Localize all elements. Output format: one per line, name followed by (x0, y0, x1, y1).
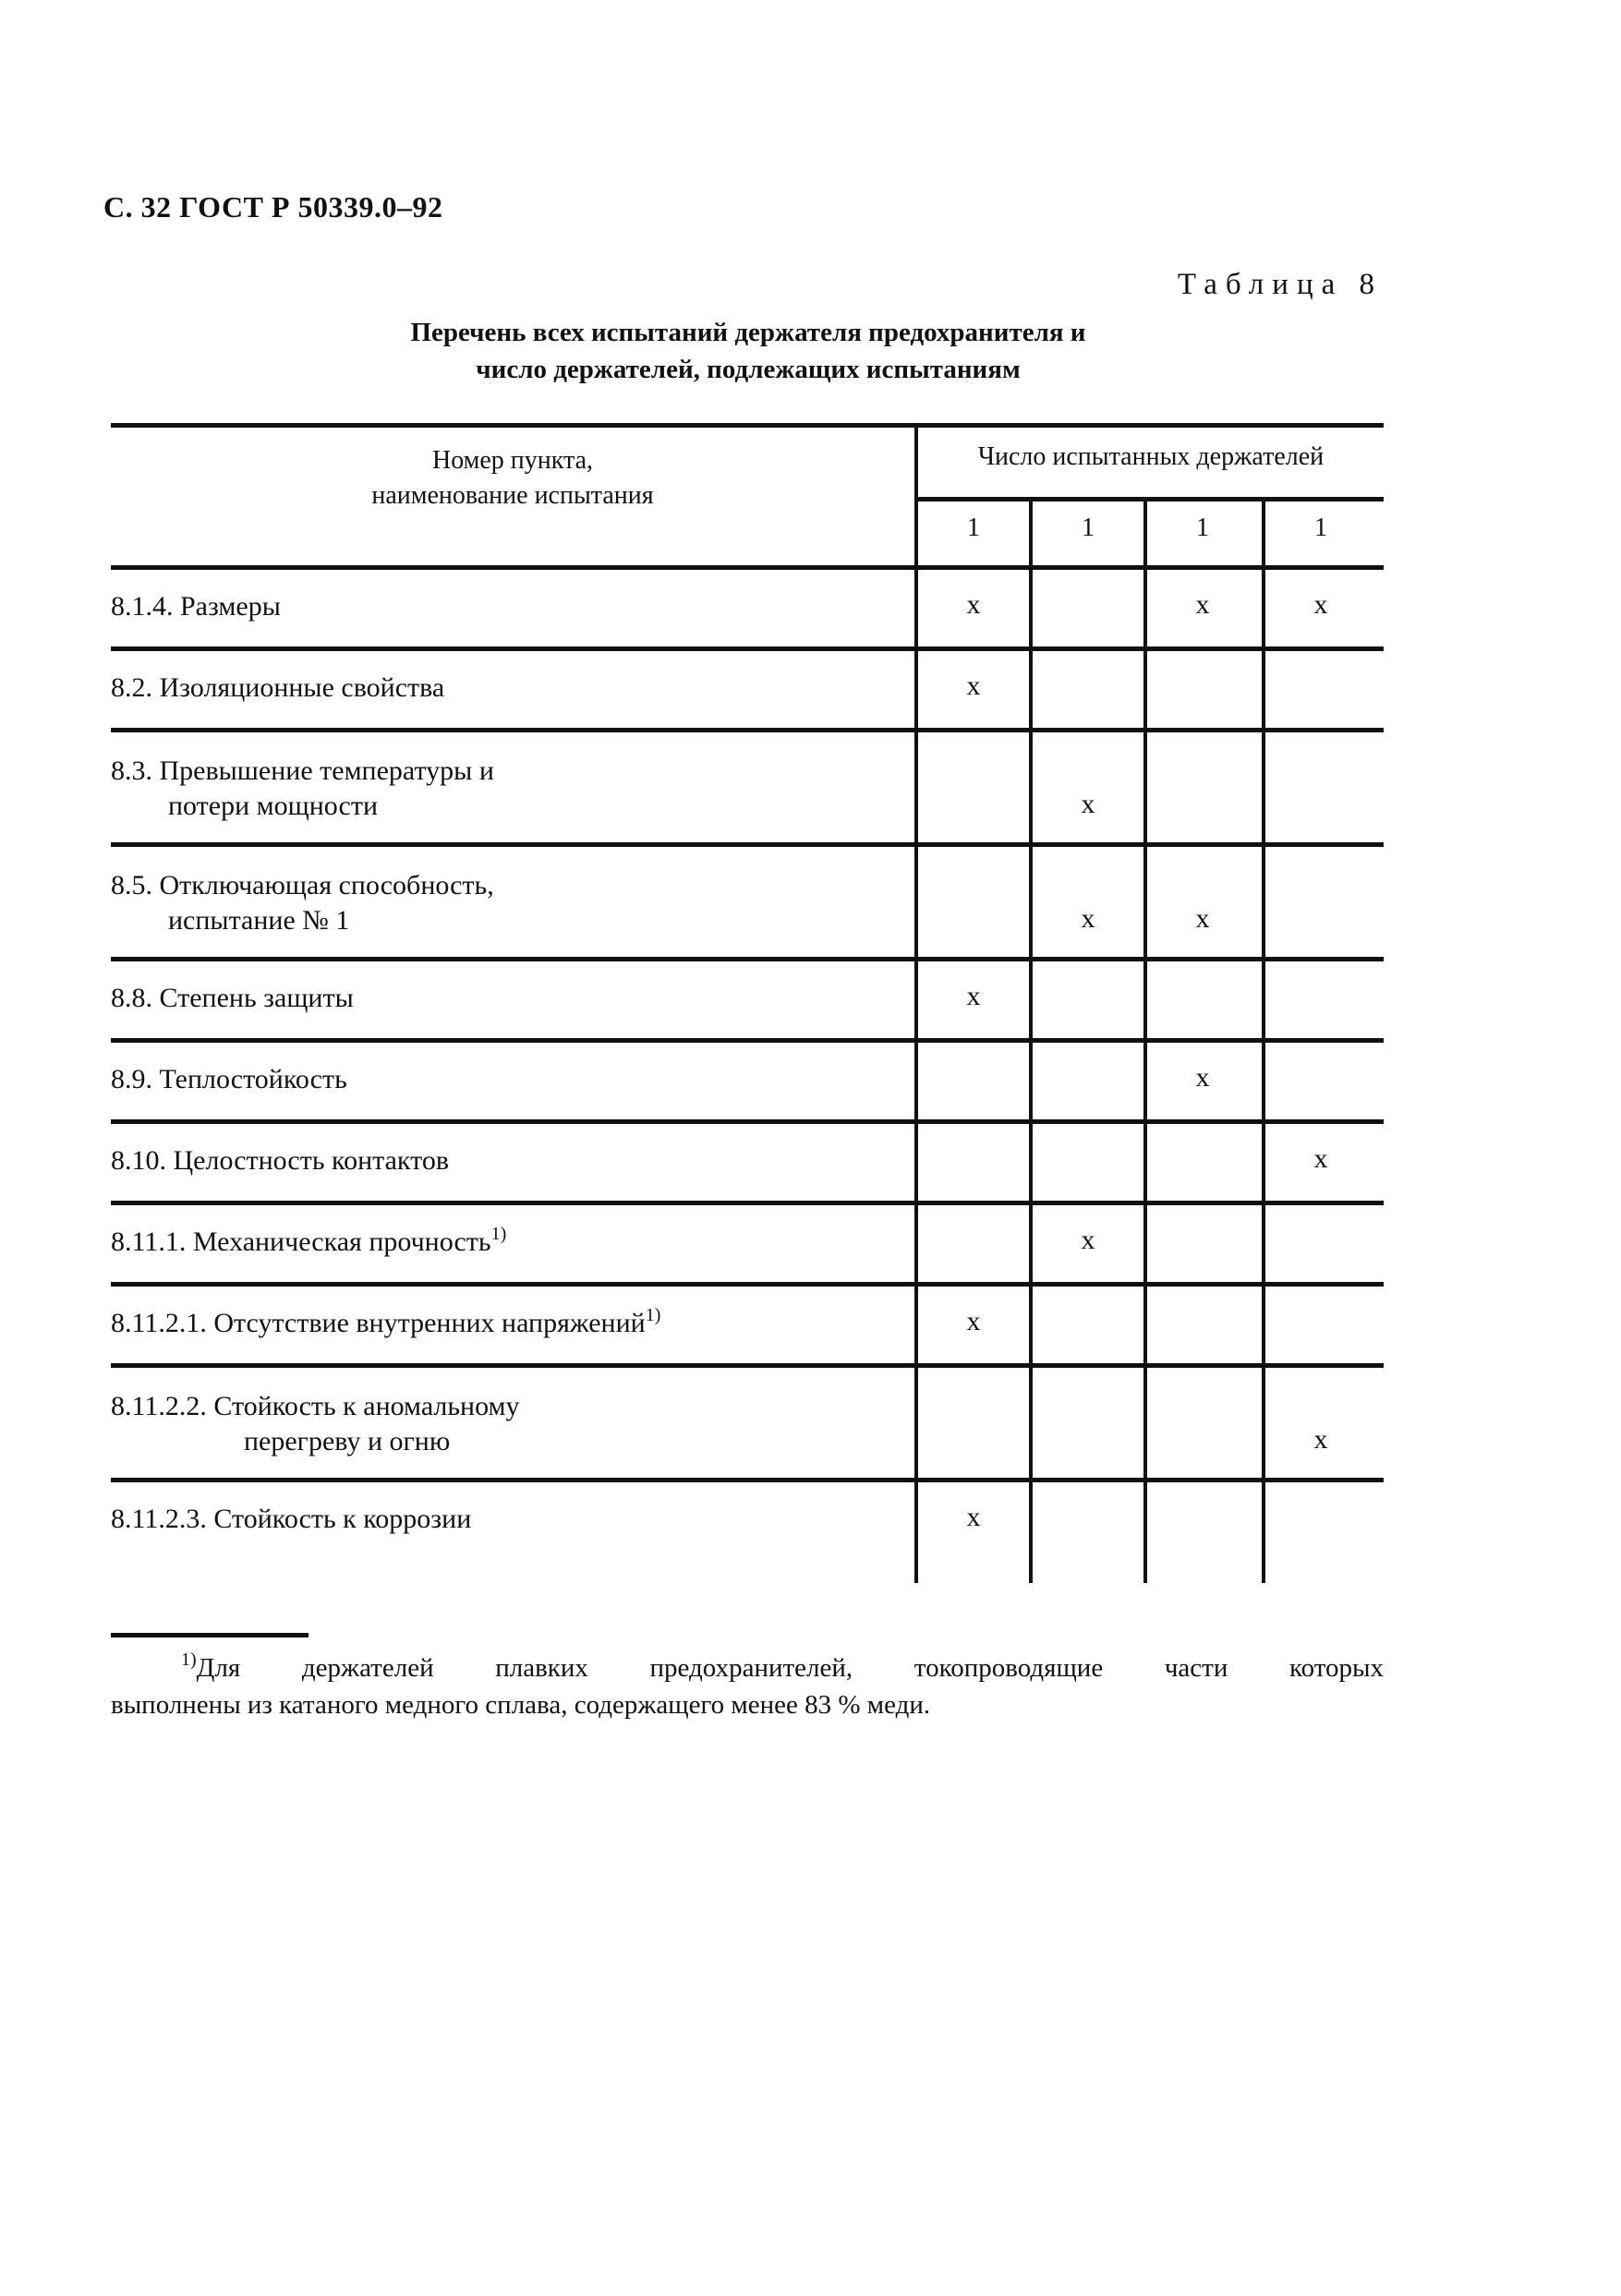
row-label-line-1: 8.11.2.2. Стойкость к аномальному (111, 1391, 520, 1421)
test-mark: x (966, 981, 981, 1011)
row-label-line-2: испытание № 1 (168, 905, 350, 936)
row-rule (111, 647, 1384, 651)
table-row-label (111, 981, 905, 1016)
test-mark: x (1313, 589, 1328, 620)
table-row-label (111, 1306, 905, 1341)
test-mark: x (1313, 1424, 1328, 1455)
table-row-label (111, 1225, 905, 1260)
column-count-2: 1 (1082, 514, 1095, 542)
row-rule (111, 1363, 1384, 1368)
column-count-4: 1 (1314, 514, 1327, 542)
footnote-rule (111, 1633, 308, 1637)
test-mark: x (966, 1306, 981, 1336)
column-count-3: 1 (1196, 514, 1209, 542)
row-label-line-1: 8.5. Отключающая способность, (111, 870, 494, 900)
row-label-line-1: 8.2. Изоляционные свойства (111, 672, 445, 703)
table-row-label (111, 1502, 905, 1537)
test-mark: x (1081, 1225, 1095, 1255)
test-mark: x (1195, 1062, 1210, 1093)
header-holders-count: Число испытанных держателей (977, 442, 1325, 471)
row-rule (111, 1478, 1384, 1482)
test-mark: x (966, 589, 981, 620)
header-bottom-rule (111, 565, 1384, 570)
test-mark: x (1081, 789, 1095, 819)
row-label-line-2: потери мощности (168, 791, 379, 821)
row-rule (111, 957, 1384, 961)
header-test-name-line-2: наименование испытания (371, 481, 654, 510)
test-mark: x (966, 1502, 981, 1532)
table-caption-line-1: Перечень всех испытаний держателя предохранителя и (410, 318, 1086, 347)
table-caption-line-2: число держателей, подлежащих испытаниям (476, 355, 1021, 384)
row-label-line-2: перегреву и огню (244, 1426, 451, 1456)
row-label-line-1: 8.3. Превышение температуры и (111, 755, 494, 786)
test-mark: x (1195, 589, 1210, 620)
row-label-line-1: 8.9. Теплостойкость (111, 1064, 347, 1094)
header-sub-rule (914, 497, 1384, 501)
test-mark: x (1081, 903, 1095, 934)
table-top-rule (111, 423, 1384, 428)
table-row-label (111, 671, 905, 706)
row-rule (111, 1119, 1384, 1124)
footnote (111, 1649, 1384, 1723)
row-rule (111, 1282, 1384, 1287)
row-rule (111, 842, 1384, 847)
column-count-1: 1 (967, 514, 980, 542)
row-label-line-1: 8.11.2.1. Отсутствие внутренних напряжений (111, 1308, 646, 1338)
footnote-text-1: Для держателей плавких предохранителей, токопроводящие части которых (196, 1653, 1384, 1683)
table-row-label (111, 754, 905, 824)
footnote-ref: 1) (490, 1224, 507, 1244)
test-mark: x (1195, 903, 1210, 934)
row-label-line-1: 8.1.4. Размеры (111, 591, 281, 622)
page-header: С. 32 ГОСТ Р 50339.0–92 (103, 190, 443, 224)
test-mark: x (966, 671, 981, 701)
table-row-label (111, 1062, 905, 1097)
test-mark: x (1313, 1143, 1328, 1174)
row-label-line-1: 8.11.1. Механическая прочность (111, 1227, 491, 1257)
footnote-ref: 1) (645, 1305, 661, 1325)
row-rule (111, 728, 1384, 732)
footnote-line-1 (111, 1649, 1384, 1686)
row-label-line-1: 8.8. Степень защиты (111, 983, 354, 1013)
row-rule (111, 1201, 1384, 1205)
row-rule (111, 1038, 1384, 1043)
table-row-label (111, 868, 905, 938)
tests-table (111, 423, 1384, 1583)
row-label-line-1: 8.11.2.3. Стойкость к коррозии (111, 1504, 472, 1534)
row-label-line-1: 8.10. Целостность контактов (111, 1145, 449, 1176)
table-row-label (111, 1389, 905, 1459)
footnote-line-2: выполнены из катаного медного сплава, содержащего менее 83 % меди. (111, 1690, 931, 1720)
table-label: Таблица 8 (1177, 268, 1383, 301)
header-test-name-line-1: Номер пункта, (431, 446, 594, 475)
table-row-label (111, 589, 905, 624)
table-row-label (111, 1143, 905, 1178)
footnote-marker: 1) (181, 1649, 197, 1670)
header-test-name (111, 443, 914, 514)
table-caption (259, 314, 1238, 388)
